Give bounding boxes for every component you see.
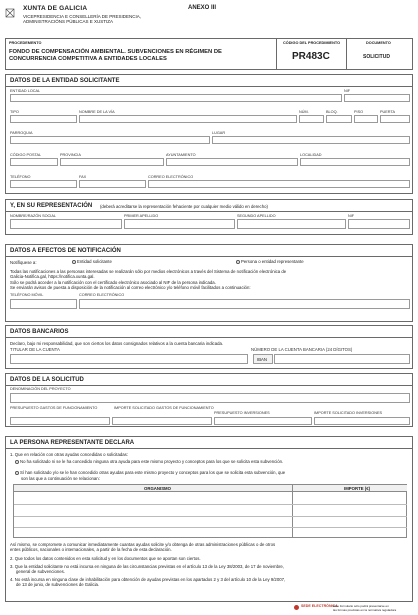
no-aid-radio[interactable]	[15, 460, 19, 464]
floor-field[interactable]	[354, 115, 378, 123]
table-row[interactable]	[14, 516, 407, 517]
parish-label: PARROQUIA	[10, 131, 33, 135]
rep-name-label: NOMBRE/RAZÓN SOCIAL	[10, 214, 56, 218]
door-label: PUERTA	[380, 110, 396, 114]
nif-field[interactable]	[344, 94, 410, 102]
procedure-title-1: FONDO DE COMPENSACIÓN AMBIENTAL. SUBVENCIONES EN RÉGIMEN DE	[9, 49, 222, 55]
budget-inv-label: PRESUPUESTO INVERSIONES	[214, 411, 270, 415]
table-row[interactable]	[14, 504, 407, 505]
project-field[interactable]	[10, 393, 410, 403]
iban-label: IBAN	[257, 357, 268, 362]
project-label: DENOMINACIÓN DEL PROYECTO	[10, 387, 71, 391]
province-label: PROVINCIA	[60, 153, 81, 157]
sede-icon	[294, 605, 299, 610]
yes-aid-option[interactable]	[15, 470, 285, 475]
dept-line-1: VICEPRESIDENCIA E CONSELLERÍA DE PRESIDENCIA,	[23, 14, 142, 19]
dept-line-2: ADMINISTRACIÓNS PÚBLICAS E XUSTIZA	[23, 19, 114, 24]
representative-note: (deberá acreditarse la representación fehaciente por cualquier medio válido en derecho)	[100, 204, 268, 209]
declaration-section	[5, 436, 413, 602]
budget-op-label: PRESUPUESTO GASTOS DE FUNCIONAMIENTO	[10, 406, 98, 410]
notify-representative-label: Persona o entidad representante	[241, 259, 304, 264]
street-label: NOMBRE DE LA VÍA	[79, 110, 115, 114]
mobile-field[interactable]	[10, 299, 77, 309]
phone-field[interactable]	[10, 180, 77, 188]
declaration-item-3a: 3. Que la entidad solicitante no está incursa en ninguna de las circunstancias previstas en el artículo 13 de la Ley 38/2003, de 17 de noviembre,	[10, 564, 284, 569]
door-field[interactable]	[380, 115, 410, 123]
notif-email-label: CORREO ELECTRÓNICO	[79, 293, 125, 297]
declaration-heading: LA PERSONA REPRESENTANTE DECLARA	[10, 440, 135, 446]
type-field[interactable]	[10, 115, 77, 123]
mobile-label: TELÉFONO MÓVIL	[10, 293, 44, 297]
phone-label: TELÉFONO	[10, 175, 31, 179]
applicant-section	[5, 74, 413, 194]
notify-applicant-option[interactable]	[72, 259, 112, 264]
procedure-code: PR483C	[292, 51, 330, 62]
yes-aid-radio[interactable]	[15, 471, 19, 475]
nif-label: NIF	[344, 89, 351, 93]
yes-aid-label-2: son las que a continuación se relacionan:	[21, 476, 100, 481]
budget-op-field[interactable]	[10, 417, 110, 425]
commit-1: Así mismo, se compromete a comunicar inmediatamente cuantas ayudas solicite y/o obtenga de otras administraciones públicas o de otros	[10, 542, 276, 547]
procedure-code-label: CÓDIGO DEL PROCEDIMIENTO	[283, 41, 341, 45]
notification-text-4: Se enviarán avisos de puesta a disposición de la notificación al correo electrónico y/o teléfono móvil facilitados a continuación:	[10, 285, 251, 290]
document-value: SOLICITUD	[363, 54, 390, 60]
notify-to-label: Notifíquese a:	[10, 260, 37, 265]
entity-field[interactable]	[10, 94, 342, 102]
notify-applicant-label: Entidad solicitante	[77, 259, 112, 264]
zip-label: CÓDIGO POSTAL	[10, 153, 42, 157]
procedure-box	[5, 38, 413, 70]
req-op-label: IMPORTE SOLICITADO GASTOS DE FUNCIONAMIENTO	[114, 406, 214, 410]
no-aid-option[interactable]	[15, 459, 283, 464]
procedure-title-2: CONCURRENCIA COMPETITIVA A ENTIDADES LOCALES	[9, 56, 167, 62]
place-field[interactable]	[212, 136, 410, 144]
table-row[interactable]	[14, 527, 407, 528]
representative-section	[5, 199, 413, 235]
declaration-item-3b: general de subvenciones.	[16, 569, 65, 574]
entity-label: ENTIDAD LOCAL	[10, 89, 41, 93]
notify-applicant-radio[interactable]	[72, 260, 76, 264]
rep-surname2-label: SEGUNDO APELLIDO	[237, 214, 276, 218]
request-heading: DATOS DE LA SOLICITUD	[10, 377, 84, 383]
applicant-heading: DATOS DE LA ENTIDAD SOLICITANTE	[10, 78, 120, 84]
holder-field[interactable]	[10, 354, 248, 364]
council-field[interactable]	[166, 158, 298, 166]
aid-table	[13, 484, 407, 538]
holder-label: TITULAR DE LA CUENTA	[10, 347, 60, 352]
commit-2: entes públicos, nacionales o internacionales, a partir de la fecha de esta declaración.	[10, 547, 172, 552]
footer-line-1: Este formulario sólo podrá presentarse en	[333, 604, 389, 608]
org-name: XUNTA DE GALICIA	[23, 5, 88, 12]
floor-label: PISO	[354, 110, 364, 114]
no-aid-label: No ha solicitado ni se le ha concedido ninguna otra ayuda para este mismo proyecto y conceptos para los que se solicita esta subvención.	[20, 459, 284, 464]
num-field[interactable]	[299, 115, 324, 123]
bank-text: Declaro, bajo mi responsabilidad, que son ciertos los datos consignados relativos a la cuenta bancaria indicada.	[10, 341, 224, 346]
notification-text-2: Galicia-Notifica.gal, https://notifica.xunta.gal.	[10, 274, 95, 279]
yes-aid-label: Sí han solicitado y/o se le han concedido otras ayudas para este mismo proyecto y conceptos para los que se solicita esta subvención, que	[20, 470, 286, 475]
representative-heading: Y, EN SU REPRESENTACIÓN	[10, 203, 93, 209]
declaration-item-2: 2. Que todos los datos contenidos en esta solicitud y en los documentos que se aportan son ciertos.	[10, 556, 201, 561]
declaration-item-4b: de 13 de junio, de subvenciones de Galicia.	[16, 582, 100, 587]
account-field[interactable]	[274, 354, 410, 364]
req-op-field[interactable]	[112, 417, 212, 425]
bank-heading: DATOS BANCARIOS	[10, 329, 69, 335]
procedure-label: PROCEDEMENTO	[9, 41, 42, 45]
num-label: NÚM.	[299, 110, 309, 114]
notify-representative-option[interactable]	[236, 259, 304, 264]
rep-surname1-label: PRIMER APELLIDO	[124, 214, 159, 218]
notification-text-3: Sólo se podrá acceder a la notificación con el certificado electrónico asociado al NIF de la persona indicada.	[10, 280, 216, 285]
col-org-header: ORGANISMO	[144, 486, 171, 491]
rep-surname1-field[interactable]	[124, 219, 235, 229]
email-label: CORREO ELECTRÓNICO	[148, 175, 194, 179]
block-label: BLOQ.	[326, 110, 338, 114]
fax-field[interactable]	[79, 180, 146, 188]
fax-label: FAX	[79, 175, 87, 179]
parish-field[interactable]	[10, 136, 210, 144]
col-amount-header: IMPORTE (€)	[344, 486, 371, 491]
document-label: DOCUMENTO	[366, 41, 391, 45]
rep-nif-label: NIF	[348, 214, 355, 218]
bank-section	[5, 325, 413, 369]
notif-email-field[interactable]	[79, 299, 410, 309]
declaration-item-1: 1. Que en relación con otras ayudas concedidas o solicitadas:	[10, 452, 128, 457]
block-field[interactable]	[326, 115, 352, 123]
account-label: NÚMERO DE LA CUENTA BANCARIA (24 DÍGITOS)	[251, 347, 353, 352]
request-section	[5, 373, 413, 427]
council-label: AYUNTAMIENTO	[166, 153, 196, 157]
locality-field[interactable]	[300, 158, 410, 166]
xunta-logo	[5, 5, 23, 15]
notification-text-1: Todas las notificaciones a las personas interesadas se realizarán sólo por medios electrónicos a través del Sistema de notificación electrónica de	[10, 269, 287, 274]
notification-section	[5, 244, 413, 322]
province-field[interactable]	[60, 158, 164, 166]
rep-name-field[interactable]	[10, 219, 122, 229]
budget-inv-field[interactable]	[214, 417, 312, 425]
zip-field[interactable]	[10, 158, 58, 166]
email-field[interactable]	[148, 180, 410, 188]
footer-brand: SEDE ELECTRÓNICA	[301, 604, 338, 608]
notification-heading: DATOS A EFECTOS DE NOTIFICACIÓN	[10, 248, 121, 254]
type-label: TIPO	[10, 110, 19, 114]
place-label: LUGAR	[212, 131, 226, 135]
declaration-item-4a: 4. No está incursa en ninguna clase de inhabilitación para obtención de ayudas previstas en los apartados 2 y 3 del artículo 10 de la Ley 9/2007,	[10, 577, 286, 582]
street-field[interactable]	[79, 115, 297, 123]
rep-surname2-field[interactable]	[237, 219, 346, 229]
annex-label: ANEXO III	[188, 5, 217, 11]
footer-line-2: las formas previstas en la normativa reguladora	[333, 608, 397, 612]
req-inv-field[interactable]	[314, 417, 410, 425]
notify-representative-radio[interactable]	[236, 260, 240, 264]
locality-label: LOCALIDAD	[300, 153, 322, 157]
req-inv-label: IMPORTE SOLICITADO INVERSIONES	[314, 411, 383, 415]
rep-nif-field[interactable]	[348, 219, 410, 229]
